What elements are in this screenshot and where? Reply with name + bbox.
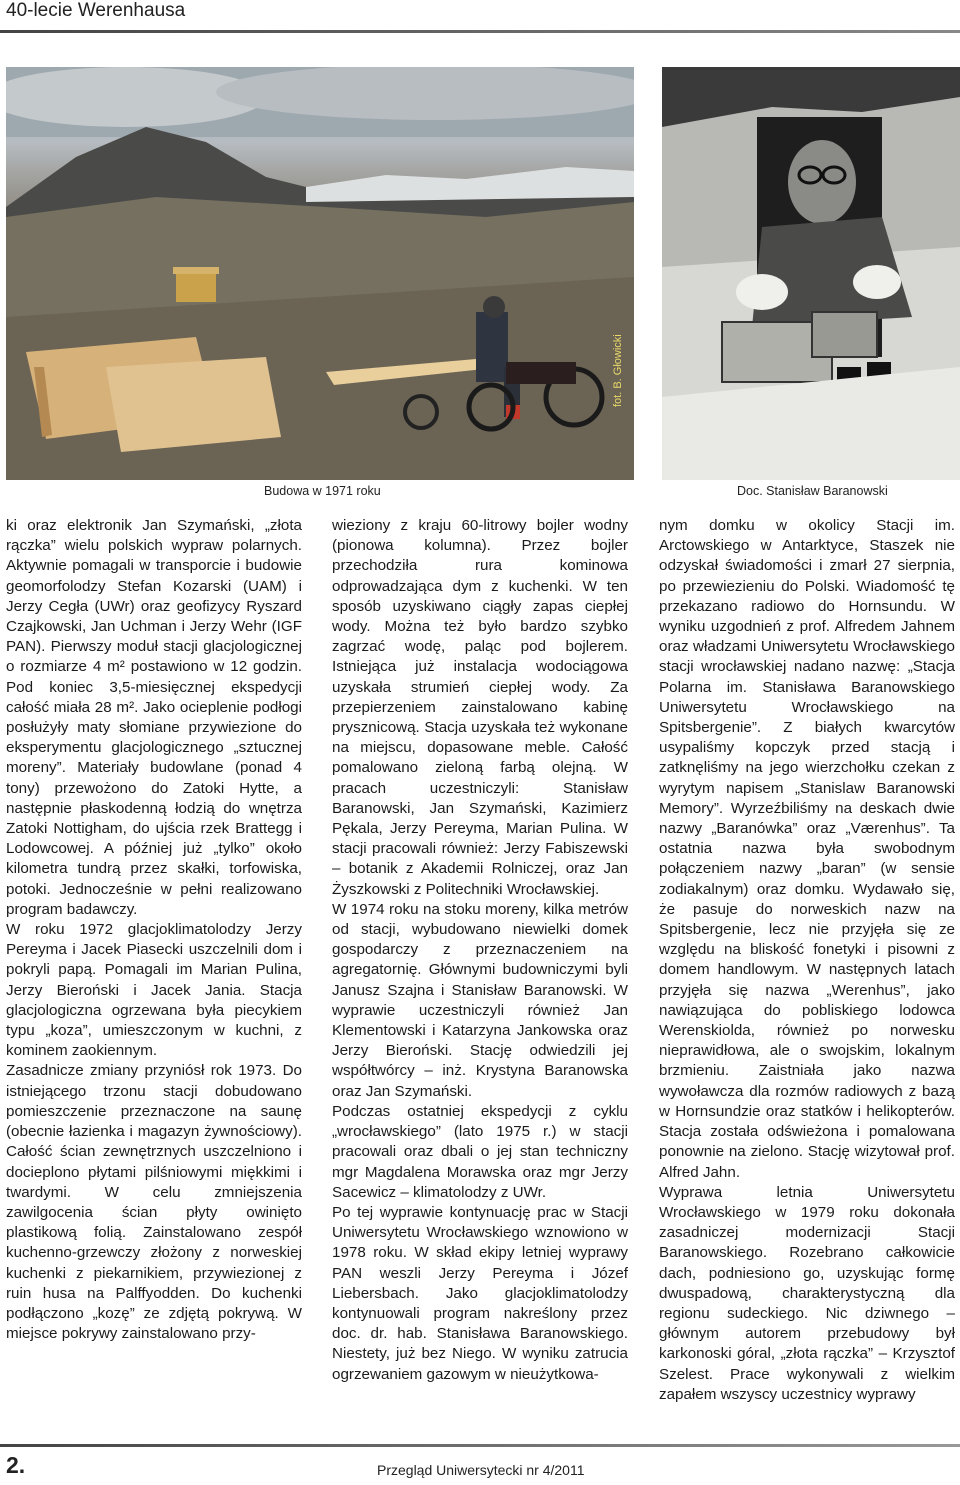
text-column-3 — [659, 516, 955, 1405]
caption-left-photo: Budowa w 1971 roku — [264, 484, 381, 498]
baranowski-photo — [662, 67, 960, 480]
page-header-title: 40-lecie Werenhausa — [6, 0, 186, 21]
caption-right-photo: Doc. Stanisław Baranowski — [737, 484, 888, 498]
paragraph: Zasadnicze zmiany przyniósł rok 1973. Do istniejącego trzonu stacji dobudowano pomieszczenie przeznaczone na saunę (obecnie łazienka i magazyn żywnościowy). Całość ścian zewnętrznych uszczelniono i docieplono płytami pilśniowymi miękkimi i twardymi. W celu zmniejszenia zawilgocenia ścian płyty owinięto plastikową folią. Zainstalowano zespół kuchenno-grzewczy złożony z norweskiej kuchenki z piekarnikiem, przywiezionej z ruin husa na Palffyodden. Do kuchenki podłączono „kozę” ze zdjętą pokrywą. W miejsce pokrywy zainstalowano przy- — [6, 1062, 302, 1343]
paragraph: nym domku w okolicy Stacji im. Arctowskiego w Antarktyce, Staszek nie odzyskał świadomości i zmarł 27 sierpnia, po przewiezieniu do Polski. Wiadomość tę przekazano radiowo do Hornsundu. W wyniku uzgodnień z prof. Alfredem Jahnem oraz władzami Uniwersytetu Wrocławskiego stacji wrocławskiej nadano nazwę: „Stacja Polarna im. Stanisława Baranowskiego Uniwersytetu Wrocławskiego na Spitsbergenie”. Z białych kwarcytów usypaliśmy kopczyk przed stacją i zatknęliśmy na jego wierzchołku czekan z wyrytym napisem „Stanislaw Baranowski Memory”. Wyrzeźbiliśmy na deskach dwie nazwy „Baranówka” oraz „Værenhus”. Ta ostatnia nazwa była swobodnym połączeniem nazwy „baran” (w sensie zodiakalnym) oraz domku. Wydawało się, że pasuje do norweskich nazw na Spitsbergenie, lecz nie przyjęła się ze względu na bliskość fonetyki i pisowni z domem handlowym. W następnych latach przyjęła się nazwa „Werenhus”, jako nawiązująca do pobliskiego lodowca Werenskiolda, również po norwesku nieprawidłowa, ale o swojskim, lokalnym brzmieniu. Zaistniała jako nazwa wywoławcza dla rozmów radiowych z bazą w Hornsundzie oraz statków i helikopterów. Stacja została odświeżona i pomalowana ponownie na zielono. Stację wizytował prof. Alfred Jahn. — [659, 517, 955, 1181]
footer-rule — [0, 1444, 960, 1447]
paragraph: Po tej wyprawie kontynuację prac w Stacji Uniwersytetu Wrocławskiego wznowiono w 1978 roku. W skład ekipy letniej wyprawy PAN weszli Jerzy Pereyma i Józef Liebersbach. Jako glacjoklimatolodzy kontynuowali program nakreślony przez doc. dr. hab. Stanisława Baranowskiego. Niestety, już bez Niego. W wyniku zatrucia ogrzewaniem gazowym w nieużytkowa- — [332, 1203, 628, 1383]
journal-title: Przegląd Uniwersytecki nr 4/2011 — [377, 1462, 585, 1478]
header-rule — [0, 30, 960, 33]
photo-credit-vertical: fot. B. Głowicki — [612, 334, 624, 407]
paragraph: Wyprawa letnia Uniwersytetu Wrocławskiego w 1979 roku dokonała zasadniczej modernizacji Stacji Baranowskiego. Rozebrano całkowicie dach, podniesiono go, uzyskując formę dwuspadową, charakterystyczną dla regionu sudeckiego. Nic dziwnego – głównym autorem przebudowy był karkonoski góral, „złota rączka” – Krzysztof Szelest. Prace wykonywali z wielkim zapałem wszyscy uczestnicy wyprawy — [659, 1183, 955, 1403]
page-number: 2. — [6, 1452, 26, 1478]
paragraph: W roku 1972 glacjoklimatolodzy Jerzy Pereyma i Jacek Piasecki uszczelnili dom i pokryli papą. Pomagali im Marian Pulina, Jerzy Bieroński i Jacek Jania. Stacja glacjologiczna ogrzewana była piecykiem typu „koza”, umieszczonym w kuchni, z kominem zaokiennym. — [6, 921, 302, 1060]
text-column-2 — [332, 516, 628, 1385]
paragraph: wieziony z kraju 60-litrowy bojler wodny (pionowa kolumna). Przez bojler przechodziła rura kominowa odprowadzająca dym z kuchenki. W ten sposób uzyskiwano ciągły zapas ciepłej wody. Można też było bardzo szybko zagrzać wodę, paląc pod bojlerem. Istniejąca już instalacja wodociągowa uzyskała strumień ciepłej wody. Za przepierzeniem zainstalowano kabinę prysznicową. Stacja uzyskała też wykonane na miejscu, dopasowane meble. Całość pomalowano zieloną farbą olejną. W pracach uczestniczyli: Stanisław Baranowski, Jan Szymański, Kazimierz Pękala, Jerzy Pereyma, Marian Pulina. W stacji pracowali również: Jerzy Fabiszewski – botanik z Akademii Rolniczej, oraz Jan Żyszkowski z Politechniki Wrocławskiej. — [332, 517, 628, 898]
paragraph: W 1974 roku na stoku moreny, kilka metrów od stacji, wybudowano niewielki domek gospodarczy z przeznaczeniem na agregatornię. Głównymi budowniczymi byli Janusz Szajna i Stanisław Baranowski. W wyprawie uczestniczyli również Jan Klementowski i Katarzyna Jankowska oraz Jerzy Bieroński. Stację odwiedzili jej współtwórcy – inż. Krystyna Baranowska oraz Jan Szymański. — [332, 900, 628, 1100]
paragraph: Podczas ostatniej ekspedycji z cyklu „wrocławskiego” (lato 1975 r.) w stacji pracowali oraz dbali o jej stan techniczny mgr Magdalena Morawska oraz mgr Jerzy Sacewicz – klimatolodzy z UWr. — [332, 1102, 628, 1201]
construction-photo — [6, 67, 634, 480]
text-column-1 — [6, 516, 302, 1344]
paragraph: ki oraz elektronik Jan Szymański, „złota rączka” wielu polskich wypraw polarnych. Aktywnie pomagali w transporcie i budowie geomorfolodzy Stefan Kozarski (UAM) i Jerzy Cegła (UWr) oraz geofizycy Ryszard Czajkowski, Jan Uchman i Jerzy Wehr (IGF PAN). Pierwszy moduł stacji glacjologicznej o rozmiarze 4 m² postawiono w 12 godzin. Pod koniec 3,5-miesięcznej ekspedycji całość miała 28 m². Jako ocieplenie podłogi posłużyły maty słomiane przywiezione do eksperymentu glacjologicznego „sztucznej moreny”. Materiały budowlane (ponad 4 tony) przewożono do Zatoki Hytte, a następnie płaskodenną łodzią do wnętrza Zatoki Nottigham, do ujścia rzek Brattegg i Lodowcowej. A później już „tylko” około kilometra tundrą przez skałki, torfowiska, potoki. Jednocześnie w pełni realizowano program badawczy. — [6, 517, 302, 918]
